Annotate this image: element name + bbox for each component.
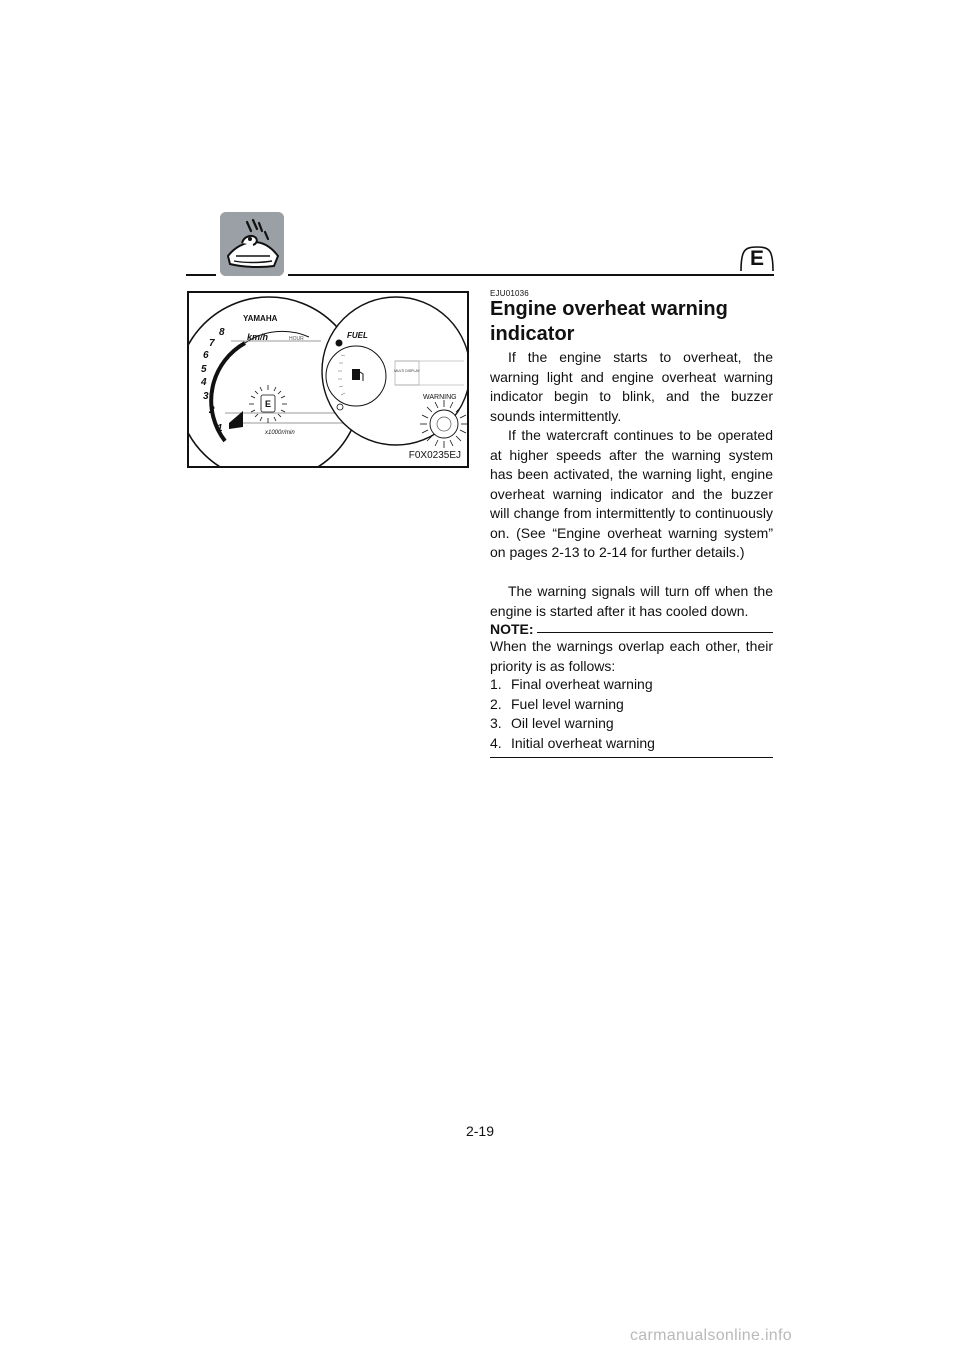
gauge-figure bbox=[187, 291, 469, 468]
figure-code: F0X0235EJ bbox=[408, 450, 461, 461]
tach-number: 7 bbox=[209, 338, 215, 349]
list-item-number: 4. bbox=[490, 734, 502, 751]
speed-unit-label: km/h bbox=[247, 332, 269, 342]
warning-label: WARNING bbox=[423, 394, 457, 401]
list-item-number: 1. bbox=[490, 676, 502, 692]
multi-display-label: MULTI DISPLAY bbox=[394, 369, 420, 373]
tach-number: 8 bbox=[219, 327, 225, 338]
section-title: Engine overheat warning indicator bbox=[490, 298, 728, 345]
note-label: NOTE: bbox=[490, 621, 534, 637]
list-item-number: 2. bbox=[490, 695, 502, 712]
header-rule bbox=[288, 274, 774, 276]
note-rule bbox=[537, 632, 773, 633]
list-item-text: Oil level warning bbox=[511, 715, 614, 731]
gauge-illustration bbox=[189, 293, 467, 466]
paragraph: The warning signals will turn off when the engine is started after it has cooled down. bbox=[490, 583, 773, 619]
fuel-label: FUEL bbox=[347, 331, 368, 340]
list-item-text: Fuel level warning bbox=[511, 695, 624, 712]
tach-number: 1 bbox=[217, 423, 223, 434]
tach-number: 3 bbox=[203, 391, 209, 402]
list-item bbox=[490, 734, 773, 754]
brand-label: YAMAHA bbox=[243, 314, 278, 323]
list-item-number: 3. bbox=[490, 715, 502, 731]
tach-number: 2 bbox=[209, 405, 215, 416]
doc-code: EJU01036 bbox=[490, 289, 529, 298]
note-end-rule bbox=[490, 757, 773, 758]
engine-indicator-letter: E bbox=[264, 399, 272, 409]
hour-label: HOUR bbox=[289, 336, 304, 342]
watermark: carmanualsonline.info bbox=[630, 1327, 792, 1344]
list-item bbox=[490, 695, 773, 715]
list-item-text: Final overheat warning bbox=[511, 676, 653, 692]
tach-number: 4 bbox=[201, 377, 207, 388]
priority-list bbox=[490, 675, 773, 753]
tach-number: 6 bbox=[203, 350, 209, 361]
page-number: 2-19 bbox=[465, 1123, 495, 1139]
list-item bbox=[490, 675, 773, 695]
paragraph: If the watercraft continues to be operated at higher speeds after the warning system has been activated, the warning light, engine overheat warning indicator and the buzzer will change from intermittently to continuously on. (See “Engine overheat warning system” on pages 2-13 to 2-14 for further details.) bbox=[490, 427, 773, 560]
paragraph: If the engine starts to overheat, the warning light and engine overheat warning indicator begin to blink, and the buzzer sounds intermittently. bbox=[490, 349, 773, 424]
section-letter: E bbox=[749, 247, 764, 270]
list-item-text: Initial overheat warning bbox=[511, 734, 655, 751]
header-rule bbox=[186, 274, 216, 276]
jet-ski-icon bbox=[220, 212, 284, 276]
tach-number: 5 bbox=[201, 364, 207, 375]
rpm-unit-label: x1000r/min bbox=[265, 430, 295, 436]
note-text: When the warnings overlap each other, their priority is as follows: bbox=[490, 638, 773, 674]
list-item bbox=[490, 714, 773, 734]
